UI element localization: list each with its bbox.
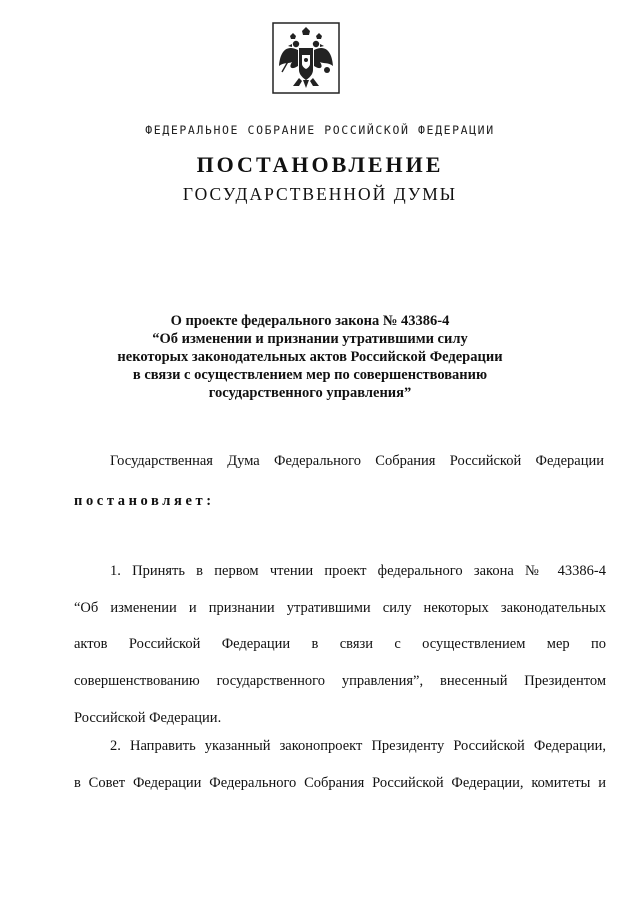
paragraph-line: актов Российской Федерации в связи с осуществлением мер по [74,636,606,653]
preamble-text: Государственная Дума Федерального Собрания Российской Федерации [110,453,604,469]
paragraph-2 [74,737,606,810]
organization-line: ФЕДЕРАЛЬНОЕ СОБРАНИЕ РОССИЙСКОЙ ФЕДЕРАЦИИ [145,123,495,137]
coat-of-arms-icon [272,22,340,94]
document-issuer-heading: ГОСУДАРСТВЕННОЙ ДУМЫ [182,184,458,204]
paragraph-1 [74,562,606,745]
title-line: “Об изменении и признании утратившими силу [152,331,468,347]
paragraph-line: совершенствованию государственного управления”, внесенный Президентом [74,673,606,690]
document-title [100,312,520,402]
title-line: некоторых законодательных актов Российской Федерации [117,349,503,365]
title-line: О проекте федерального закона № 43386-4 [170,313,450,329]
document-type-heading: ПОСТАНОВЛЕНИЕ [196,152,444,177]
title-line: государственного управления” [208,385,412,401]
paragraph-line: Российской Федерации. [74,709,222,726]
decree-word: постановляет: [74,493,215,509]
paragraph-line: 2. Направить указанный законопроект Президенту Российской Федерации, [110,738,606,754]
paragraph-line: “Об изменении и признании утратившими силу некоторых законодательных [74,599,606,616]
title-line: в связи с осуществлением мер по совершенствованию [132,367,488,383]
paragraph-line: в Совет Федерации Федерального Собрания Российской Федерации, комитеты и [74,774,606,791]
paragraph-line: 1. Принять в первом чтении проект федерального закона № 43386-4 [110,563,606,579]
